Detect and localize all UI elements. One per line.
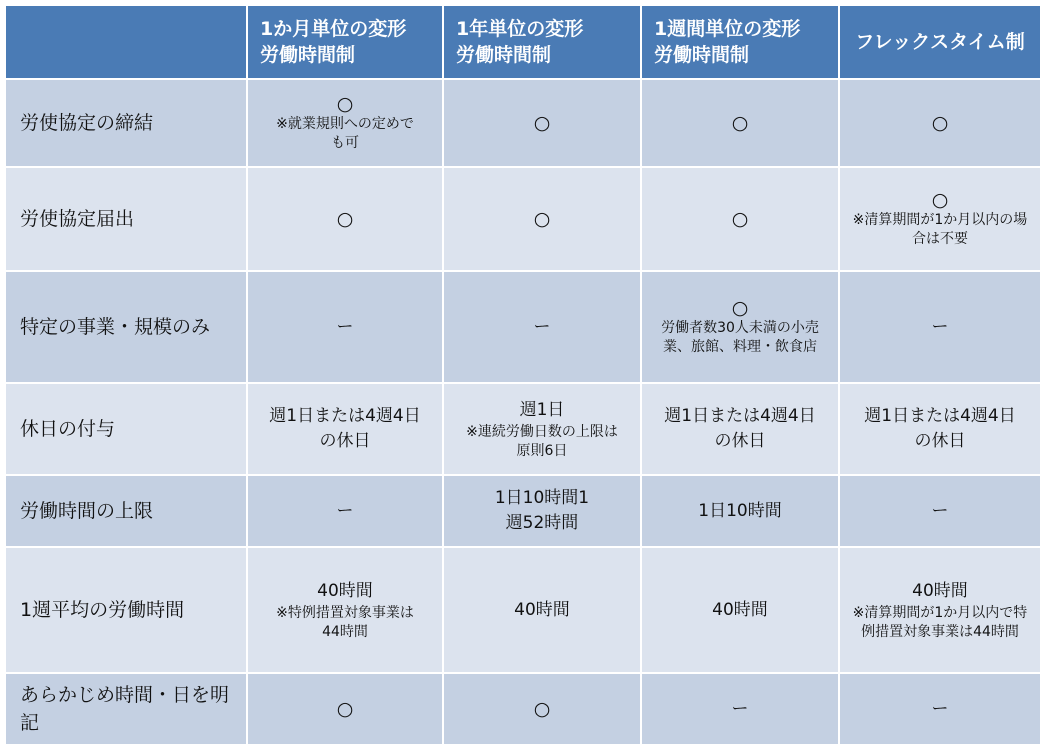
header-flextime-line1: フレックスタイム制: [855, 31, 1025, 53]
header-monthly-line1: 1か月単位の変形: [260, 18, 407, 40]
cell-main: 40時間: [712, 599, 768, 620]
header-weekly-line1: 1週間単位の変形: [654, 18, 801, 40]
cell-main: ○: [533, 208, 551, 230]
cell-main: ○: [533, 698, 551, 720]
table-cell: [641, 673, 839, 745]
table-cell: [247, 383, 443, 475]
header-monthly-line2: 労働時間制: [260, 44, 356, 66]
cell-main: 週1日: [519, 399, 565, 420]
table-cell: [839, 167, 1041, 271]
header-monthly: [247, 5, 443, 79]
row-label: 1週平均の労働時間: [5, 547, 247, 673]
row-label: 労働時間の上限: [5, 475, 247, 547]
header-yearly: [443, 5, 641, 79]
cell-main: ー: [533, 316, 551, 337]
cell-main: ー: [931, 698, 949, 719]
cell-note: 労働者数30人未満の小売業、旅館、料理・飲食店: [661, 320, 819, 355]
table-row: [5, 547, 1041, 673]
header-yearly-line1: 1年単位の変形: [456, 18, 584, 40]
table-cell: [443, 271, 641, 383]
cell-note: ※特例措置対象事業は44時間: [276, 604, 414, 640]
table-cell: [839, 271, 1041, 383]
cell-main: ー: [731, 698, 749, 719]
cell-main: ○: [533, 112, 551, 134]
cell-main: ○: [336, 698, 354, 720]
table-cell: [443, 79, 641, 167]
table-row: [5, 673, 1041, 745]
header-weekly: [641, 5, 839, 79]
cell-note: ※就業規則への定めでも可: [276, 116, 414, 151]
table-cell: [839, 79, 1041, 167]
cell-main: 40時間: [317, 580, 373, 601]
row-label: 休日の付与: [5, 383, 247, 475]
cell-main: ○: [731, 297, 749, 319]
table-cell: [641, 383, 839, 475]
cell-main: ○: [336, 93, 354, 115]
comparison-table: [4, 4, 1042, 746]
table-row: [5, 383, 1041, 475]
cell-main: ○: [731, 112, 749, 134]
table-cell: [247, 79, 443, 167]
header-row: [5, 5, 1041, 79]
table-cell: [443, 475, 641, 547]
table-cell: [641, 475, 839, 547]
cell-main: 1日10時間: [698, 500, 782, 521]
table-row: [5, 79, 1041, 167]
table-cell: [443, 673, 641, 745]
cell-main: ○: [336, 208, 354, 230]
row-label: 労使協定届出: [5, 167, 247, 271]
row-label-text: あらかじめ時間・日を明記: [20, 684, 230, 734]
cell-main: 週1日または4週4日の休日: [864, 406, 1016, 451]
cell-main: ○: [731, 208, 749, 230]
table-cell: [641, 271, 839, 383]
table-cell: [247, 271, 443, 383]
table-cell: [443, 167, 641, 271]
table-cell: [839, 383, 1041, 475]
cell-main: ー: [336, 316, 354, 337]
table-cell: [247, 475, 443, 547]
cell-note: ※連続労働日数の上限は原則6日: [466, 423, 618, 459]
cell-note: ※清算期間が1か月以内の場合は不要: [852, 212, 1028, 247]
table-cell: [247, 673, 443, 745]
table-cell: [443, 383, 641, 475]
cell-main: 40時間: [514, 599, 570, 620]
row-label: 労使協定の締結: [5, 79, 247, 167]
cell-main: ー: [931, 500, 949, 521]
table-cell: [839, 547, 1041, 673]
table-cell: [247, 547, 443, 673]
row-label: [5, 673, 247, 745]
header-corner: [5, 5, 247, 79]
header-weekly-line2: 労働時間制: [654, 44, 750, 66]
table-cell: [641, 547, 839, 673]
cell-main: ー: [931, 316, 949, 337]
table-cell: [247, 167, 443, 271]
cell-main: ○: [931, 189, 949, 211]
cell-note: ※清算期間が1か月以内で特例措置対象事業は44時間: [852, 604, 1028, 640]
header-flextime: [839, 5, 1041, 79]
table-cell: [641, 167, 839, 271]
cell-main: ー: [336, 500, 354, 521]
cell-main: 週1日または4週4日の休日: [664, 406, 816, 451]
cell-main: 1日10時間1週52時間: [494, 488, 590, 533]
cell-main: 40時間: [912, 580, 968, 601]
table-row: [5, 475, 1041, 547]
header-yearly-line2: 労働時間制: [456, 44, 552, 66]
cell-main: 週1日または4週4日の休日: [269, 406, 421, 451]
row-label: 特定の事業・規模のみ: [5, 271, 247, 383]
table-row: [5, 271, 1041, 383]
table-cell: [641, 79, 839, 167]
cell-main: ○: [931, 112, 949, 134]
table-cell: [839, 475, 1041, 547]
table-row: [5, 167, 1041, 271]
table-cell: [443, 547, 641, 673]
table-cell: [839, 673, 1041, 745]
